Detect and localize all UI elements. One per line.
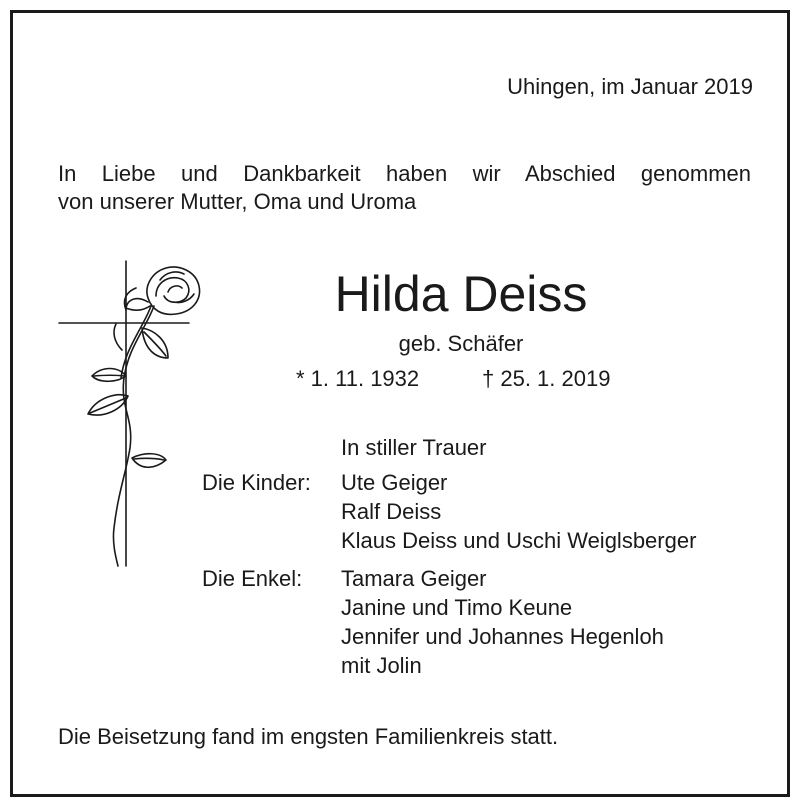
- grandchildren-list: [341, 565, 664, 681]
- children-label: Die Kinder:: [202, 470, 311, 495]
- burial-note: Die Beisetzung fand im engsten Familienkreis statt.: [58, 724, 559, 749]
- intro-text: [58, 160, 751, 216]
- list-item: Ute Geiger: [341, 470, 448, 495]
- list-item: Klaus Deiss und Uschi Weiglsberger: [341, 528, 697, 553]
- intro-line-2: von unserer Mutter, Oma und Uroma: [58, 189, 417, 214]
- list-item: Tamara Geiger: [341, 566, 487, 591]
- deceased-name: Hilda Deiss: [334, 266, 588, 322]
- maiden-name: geb. Schäfer: [398, 331, 524, 356]
- list-item: Ralf Deiss: [341, 499, 442, 524]
- place-date: Uhingen, im Januar 2019: [507, 74, 753, 99]
- grandchildren-label: Die Enkel:: [202, 566, 303, 591]
- list-item: Janine und Timo Keune: [341, 595, 573, 620]
- list-item: mit Jolin: [341, 653, 422, 678]
- children-list: [341, 469, 696, 556]
- birth-date: * 1. 11. 1932: [296, 366, 420, 391]
- mourning-heading: In stiller Trauer: [341, 435, 487, 460]
- list-item: Jennifer und Johannes Hegenloh: [341, 624, 664, 649]
- intro-line-1: In Liebe und Dankbarkeit haben wir Abschied genommen: [58, 161, 751, 186]
- death-date: † 25. 1. 2019: [482, 366, 611, 391]
